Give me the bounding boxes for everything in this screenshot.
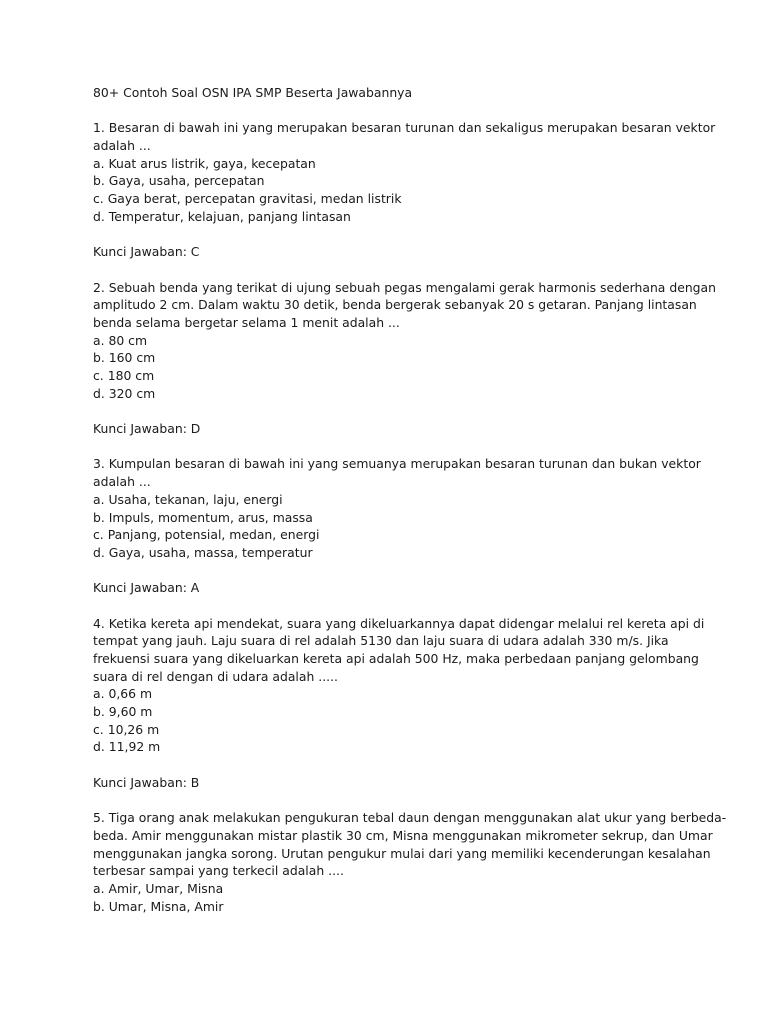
question-text-line: adalah ... bbox=[93, 474, 151, 490]
question-text-line: beda. Amir menggunakan mistar plastik 30 cm, Misna menggunakan mikrometer sekrup, dan Umar bbox=[93, 827, 713, 843]
answer-option: a. Kuat arus listrik, gaya, kecepatan bbox=[93, 155, 316, 171]
document-title: 80+ Contoh Soal OSN IPA SMP Beserta Jawabannya bbox=[93, 85, 413, 100]
answer-option: a. Usaha, tekanan, laju, energi bbox=[93, 491, 283, 507]
question-text-line: 2. Sebuah benda yang terikat di ujung sebuah pegas mengalami gerak harmonis sederhana dengan bbox=[93, 279, 716, 295]
spacer bbox=[93, 402, 693, 420]
question-2 bbox=[93, 279, 716, 456]
answer-key: Kunci Jawaban: D bbox=[93, 421, 201, 437]
question-text-line: 5. Tiga orang anak melakukan pengukuran tebal daun dengan menggunakan alat ukur yang berbeda- bbox=[93, 810, 727, 826]
spacer bbox=[93, 438, 693, 456]
spacer bbox=[93, 597, 693, 615]
question-text-line: 1. Besaran di bawah ini yang merupakan besaran turunan dan sekaligus merupakan besaran vektor bbox=[93, 120, 716, 136]
answer-option: d. 11,92 m bbox=[93, 739, 161, 755]
question-text-line: frekuensi suara yang dikeluarkan kereta api adalah 500 Hz, maka perbedaan panjang gelombang bbox=[93, 651, 699, 666]
question-text-line: 4. Ketika kereta api mendekat, suara yang dikeluarkannya dapat didengar melalui rel kereta api di bbox=[93, 615, 705, 631]
answer-option: a. Amir, Umar, Misna bbox=[93, 880, 224, 896]
spacer bbox=[93, 756, 693, 774]
answer-key: Kunci Jawaban: B bbox=[93, 774, 200, 790]
answer-key: Kunci Jawaban: C bbox=[93, 244, 200, 260]
question-text-line: benda selama bergetar selama 1 menit adalah ... bbox=[93, 314, 400, 330]
answer-option: b. 160 cm bbox=[93, 350, 156, 366]
answer-key: Kunci Jawaban: A bbox=[93, 580, 200, 596]
question-text-line: terbesar sampai yang terkecil adalah .... bbox=[93, 863, 344, 879]
answer-option: b. 9,60 m bbox=[93, 704, 153, 720]
question-3 bbox=[93, 455, 701, 614]
spacer bbox=[93, 226, 693, 244]
answer-option: d. Temperatur, kelajuan, panjang lintasan bbox=[93, 208, 351, 224]
question-text-line: menggunakan jangka sorong. Urutan pengukur mulai dari yang memiliki kecenderungan kesalahan bbox=[93, 845, 711, 861]
spacer bbox=[93, 261, 693, 279]
spacer bbox=[93, 562, 693, 580]
answer-option: b. Impuls, momentum, arus, massa bbox=[93, 509, 313, 525]
spacer bbox=[93, 102, 693, 120]
document-page bbox=[93, 84, 727, 915]
answer-option: c. Gaya berat, percepatan gravitasi, medan listrik bbox=[93, 191, 402, 207]
answer-option: b. Umar, Misna, Amir bbox=[93, 898, 224, 914]
question-text-line: adalah ... bbox=[93, 138, 151, 154]
answer-option: d. Gaya, usaha, massa, temperatur bbox=[93, 544, 313, 560]
answer-option: b. Gaya, usaha, percepatan bbox=[93, 173, 265, 189]
question-text-line: amplitudo 2 cm. Dalam waktu 30 detik, benda bergerak sebanyak 20 s getaran. Panjang lintasan bbox=[93, 297, 697, 313]
answer-option: d. 320 cm bbox=[93, 385, 156, 401]
spacer bbox=[93, 792, 693, 810]
answer-option: c. 180 cm bbox=[93, 368, 155, 383]
question-text-line: tempat yang jauh. Laju suara di rel adalah 5130 dan laju suara di udara adalah 330 m/s. Jika bbox=[93, 633, 669, 649]
answer-option: c. Panjang, potensial, medan, energi bbox=[93, 527, 320, 543]
question-text-line: 3. Kumpulan besaran di bawah ini yang semuanya merupakan besaran turunan dan bukan vektor bbox=[93, 456, 701, 472]
question-5 bbox=[93, 809, 727, 915]
answer-option: a. 0,66 m bbox=[93, 686, 153, 702]
question-4 bbox=[93, 615, 705, 810]
question-text-line: suara di rel dengan di udara adalah ..... bbox=[93, 668, 338, 684]
question-1 bbox=[93, 119, 716, 278]
answer-option: a. 80 cm bbox=[93, 332, 148, 348]
answer-option: c. 10,26 m bbox=[93, 721, 160, 737]
